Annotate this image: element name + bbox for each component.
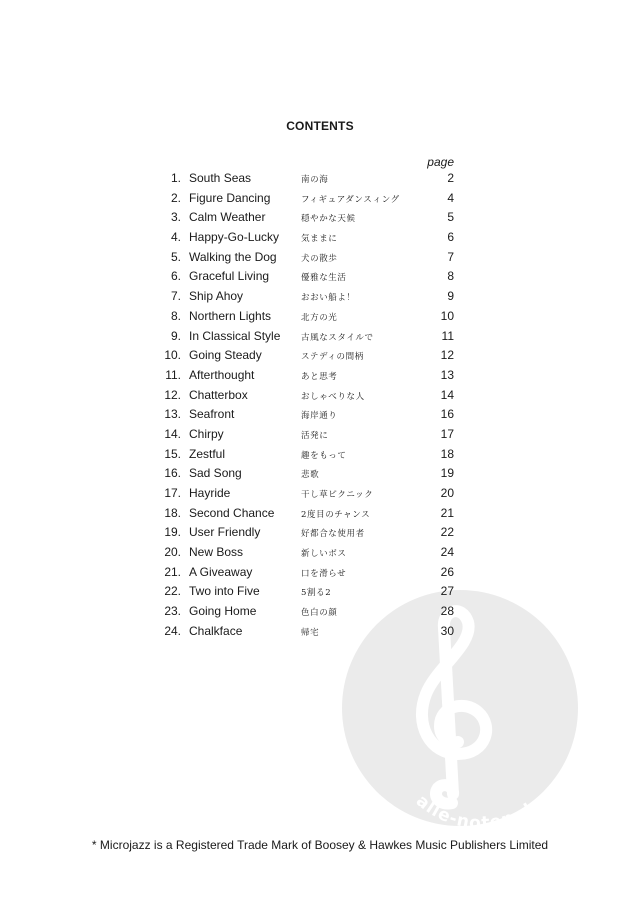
entry-page-number: 12 — [440, 348, 454, 363]
entry-title: Going Home — [189, 604, 257, 619]
entry-page-number: 10 — [440, 308, 454, 323]
page-title: CONTENTS — [286, 119, 354, 133]
entry-number: 12. — [164, 387, 181, 402]
entry-title: Ship Ahoy — [189, 289, 244, 304]
entry-page-number: 9 — [447, 289, 454, 304]
entry-japanese-title: 干し草ピクニック — [301, 490, 374, 500]
entry-japanese-title: あと思考 — [301, 371, 338, 382]
entry-number: 9. — [170, 328, 181, 343]
contents-entry — [0, 483, 640, 503]
entry-japanese-title: 新しいボス — [301, 549, 347, 560]
contents-entry — [0, 207, 640, 227]
contents-entry — [0, 562, 640, 582]
entry-number: 18. — [164, 505, 181, 520]
entry-number: 10. — [164, 348, 181, 363]
contents-entry — [0, 227, 640, 247]
contents-entry — [0, 621, 640, 641]
entry-title: Zestful — [189, 446, 226, 461]
entry-page-number: 8 — [447, 269, 454, 284]
entry-japanese-title: 好都合な使用者 — [301, 529, 365, 540]
contents-entry — [0, 286, 640, 306]
entry-japanese-title: 犬の散歩 — [301, 253, 338, 264]
entry-japanese-title: フィギュアダンスィング — [301, 194, 400, 205]
entry-japanese-title: おおい船よ！ — [301, 293, 356, 304]
entry-title: Afterthought — [189, 367, 255, 382]
contents-entry — [0, 601, 640, 621]
entry-title: Figure Dancing — [189, 190, 271, 205]
contents-entry — [0, 385, 640, 405]
contents-entry — [0, 503, 640, 523]
contents-entry — [0, 168, 640, 188]
entry-page-number: 24 — [440, 545, 454, 560]
entry-number: 7. — [170, 289, 181, 304]
contents-entry — [0, 247, 640, 267]
entry-title: South Seas — [189, 171, 252, 185]
entry-title: User Friendly — [189, 525, 261, 540]
entry-japanese-title: 古風なスタイルで — [301, 332, 374, 343]
contents-entry — [0, 365, 640, 385]
contents-entry — [0, 463, 640, 483]
entry-japanese-title: 優雅な生活 — [301, 273, 347, 284]
entry-number: 15. — [164, 446, 181, 461]
entry-number: 2. — [170, 190, 181, 205]
entry-page-number: 4 — [447, 190, 454, 205]
entry-japanese-title: 活発に — [301, 430, 329, 441]
entry-number: 14. — [164, 426, 181, 441]
entry-page-number: 21 — [440, 505, 454, 520]
entry-number: 22. — [164, 584, 181, 599]
entry-page-number: 26 — [440, 564, 454, 579]
entry-title: Chirpy — [189, 426, 224, 441]
entry-page-number: 17 — [440, 426, 454, 441]
entry-number: 11. — [165, 367, 181, 382]
entry-japanese-title: 南の海 — [301, 175, 329, 185]
entry-japanese-title: 気ままに — [301, 234, 338, 245]
entry-japanese-title: 海岸通り — [301, 411, 338, 422]
contents-entry — [0, 444, 640, 464]
entry-title: Second Chance — [189, 505, 275, 520]
entry-japanese-title: 2度目のチャンス — [301, 509, 371, 520]
entry-number: 17. — [164, 486, 181, 500]
entry-japanese-title: ステディの間柄 — [301, 352, 364, 363]
entry-title: Walking the Dog — [189, 249, 277, 264]
trademark-footnote: * Microjazz is a Registered Trade Mark of Boosey & Hawkes Music Publishers Limited — [91, 838, 549, 852]
entry-page-number: 19 — [440, 466, 454, 481]
entry-page-number: 2 — [447, 171, 454, 185]
entry-page-number: 11 — [441, 328, 454, 343]
entry-japanese-title: 趣をもって — [301, 450, 347, 461]
entry-page-number: 16 — [440, 407, 454, 422]
entry-japanese-title: 北方の光 — [301, 312, 338, 323]
entry-page-number: 27 — [440, 584, 454, 599]
contents-entry — [0, 188, 640, 208]
entry-number: 1. — [170, 171, 181, 185]
contents-entry — [0, 266, 640, 286]
entry-number: 13. — [164, 407, 181, 422]
entry-title: Chalkface — [189, 623, 243, 638]
entry-japanese-title: 穏やかな天候 — [301, 214, 356, 225]
entry-number: 5. — [170, 249, 181, 264]
page-column-header: page — [427, 155, 454, 169]
entry-japanese-title: 色白の顔 — [301, 608, 338, 619]
entry-number: 8. — [170, 308, 181, 323]
entry-page-number: 30 — [440, 623, 454, 638]
entry-japanese-title: 悲歌 — [301, 470, 320, 481]
entry-title: Chatterbox — [189, 387, 248, 402]
entry-page-number: 28 — [440, 604, 454, 619]
entry-title: A Giveaway — [189, 564, 253, 579]
entry-title: Seafront — [189, 407, 235, 422]
entry-title: Northern Lights — [189, 308, 272, 323]
watermark-text: alle-noten.de — [412, 790, 547, 828]
entry-page-number: 13 — [440, 367, 454, 382]
entry-number: 3. — [170, 210, 181, 225]
entry-title: Two into Five — [189, 584, 260, 599]
contents-entry — [0, 542, 640, 562]
entry-title: Happy-Go-Lucky — [189, 230, 280, 245]
contents-list — [0, 168, 640, 641]
entry-number: 4. — [170, 230, 181, 245]
entry-number: 24. — [164, 623, 181, 638]
entry-japanese-title: 口を滑らせ — [301, 568, 347, 579]
entry-title: Sad Song — [189, 466, 242, 481]
entry-page-number: 14 — [440, 387, 454, 402]
entry-page-number: 5 — [447, 210, 454, 225]
contents-entry — [0, 424, 640, 444]
entry-page-number: 22 — [440, 525, 454, 540]
entry-page-number: 18 — [440, 446, 454, 461]
entry-japanese-title: 帰宅 — [301, 627, 320, 638]
entry-title: In Classical Style — [189, 328, 281, 343]
entry-japanese-title: おしゃべりな人 — [301, 391, 365, 402]
entry-japanese-title: 5割る2 — [301, 588, 332, 599]
contents-entry — [0, 404, 640, 424]
entry-title: Graceful Living — [189, 269, 270, 284]
contents-entry — [0, 345, 640, 365]
entry-title: Hayride — [189, 486, 231, 500]
entry-number: 21. — [164, 564, 181, 579]
entry-title: Going Steady — [189, 348, 262, 363]
entry-number: 23. — [164, 604, 181, 619]
entry-page-number: 20 — [440, 486, 454, 500]
entry-number: 16. — [164, 466, 181, 481]
contents-entry — [0, 326, 640, 346]
entry-title: Calm Weather — [189, 210, 266, 225]
entry-number: 6. — [170, 269, 181, 284]
contents-entry — [0, 522, 640, 542]
entry-title: New Boss — [189, 545, 244, 560]
contents-entry — [0, 306, 640, 326]
entry-number: 20. — [164, 545, 181, 560]
entry-page-number: 7 — [447, 249, 454, 264]
contents-entry — [0, 581, 640, 601]
entry-page-number: 6 — [447, 230, 454, 245]
entry-number: 19. — [164, 525, 181, 540]
